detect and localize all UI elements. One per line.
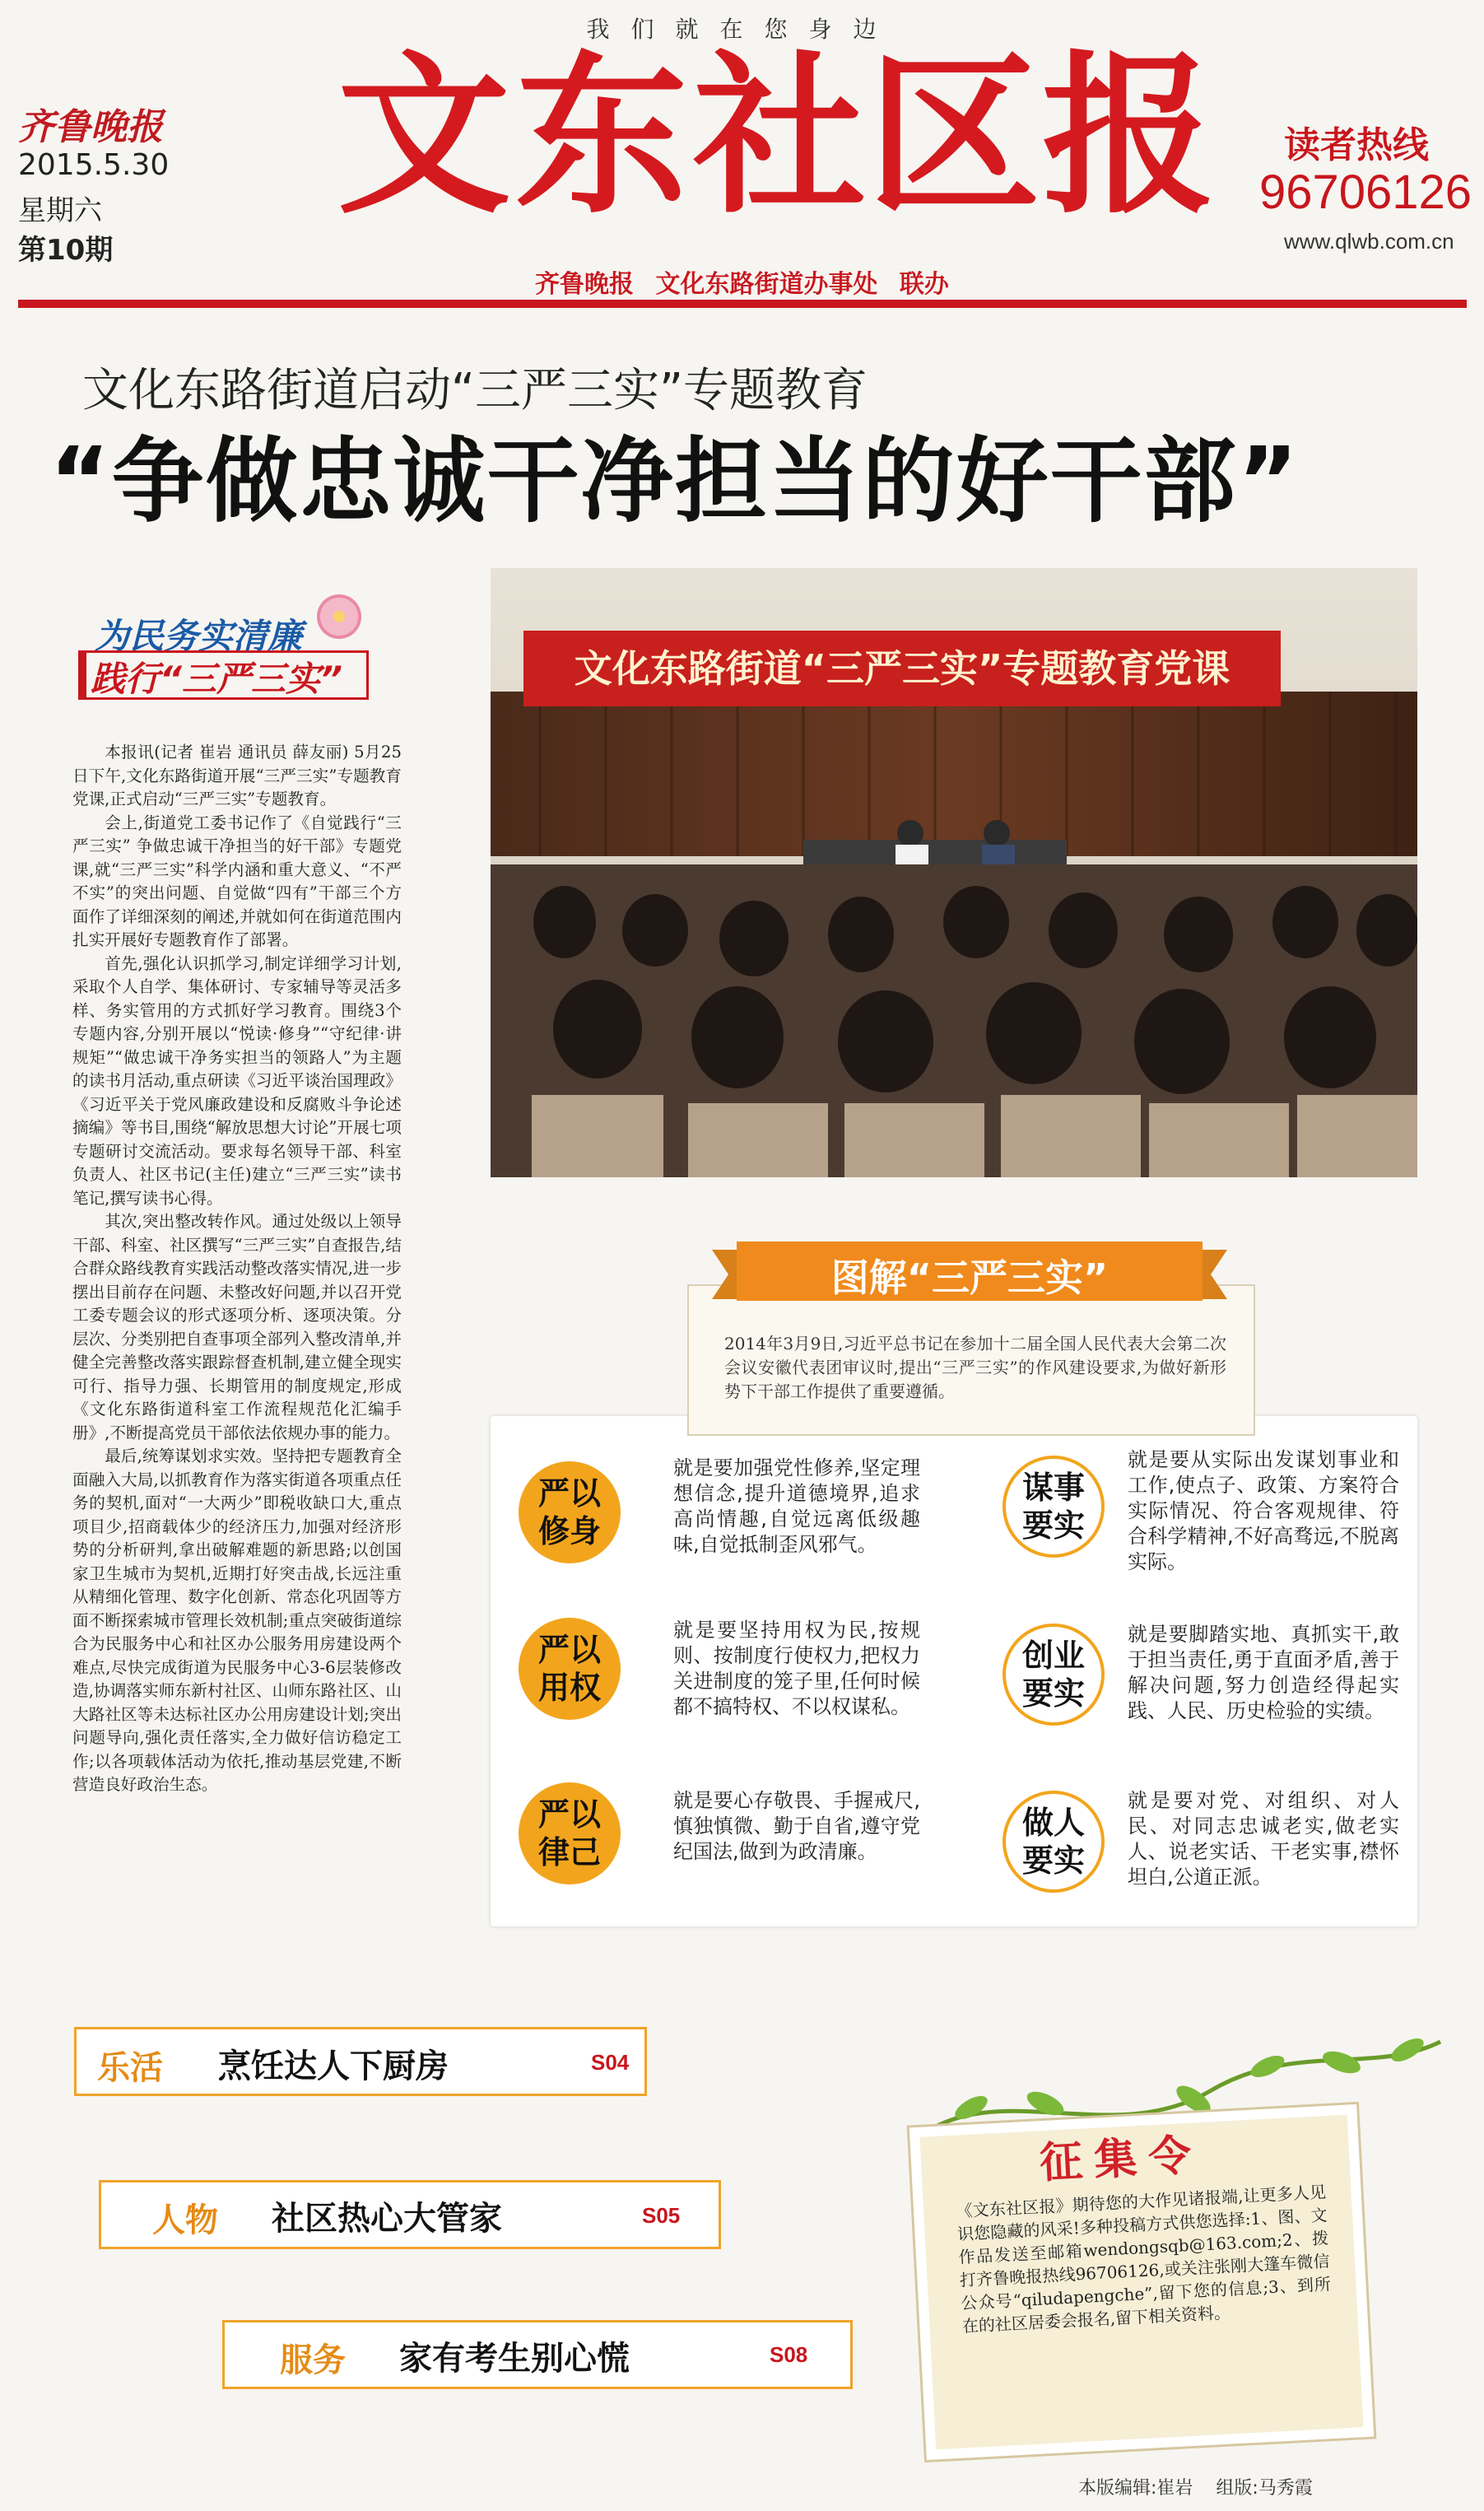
editor-credit: 本版编辑:崔岩: [1078, 2478, 1193, 2499]
article-paragraph: 本报讯(记者 崔岩 通讯员 薛友丽) 5月25日下午,文化东路街道开展“三严三实”专题教育党课,正式启动“三严三实”专题教育。: [72, 743, 402, 808]
article-paragraph: 其次,突出整改转作风。通过处级以上领导干部、科室、社区撰写“三严三实”自查报告,结合群众路线教育实践活动整改落实情况,进一步摆出目前存在问题、未整改好问题,并以召开党工委专题会议的形式逐项分析、逐项决策。分层次、分类别把自查事项全部列入整改清单,并健全完善整改落实跟踪督查机制,建立健全现实可行、指导力强、长期管用的制度规定,形成《文化东路街道科室工作流程规范化汇编手册》,不断提高党员干部依法依规办事的能力。: [72, 1212, 402, 1442]
teaser-page: S04: [591, 2050, 630, 2075]
issue-number: 第10期: [18, 234, 114, 267]
badge-label: 要实: [1021, 1842, 1085, 1879]
teaser-title[interactable]: 烹饪达人下厨房: [218, 2047, 449, 2085]
badge-label: 要实: [1021, 1507, 1085, 1544]
item-desc: 就是要脚踏实地、真抓实干,敢于担当责任,勇于直面矛盾,善于解决问题,努力创造经得起实践、人民、历史检验的实绩。: [1128, 1623, 1399, 1722]
column-badge-line2: 践行“三严三实”: [91, 659, 343, 699]
badge-label: 修身: [537, 1513, 601, 1549]
teaser-page: S08: [770, 2342, 808, 2367]
photo-banner-text: 文化东路街道“三严三实”专题教育党课: [574, 646, 1230, 691]
item-desc: 就是要加强党性修养,坚定理想信念,提升道德境界,追求高尚情趣,自觉远离低级趣味,自觉抵制歪风邪气。: [673, 1456, 920, 1556]
masthead-slogan: 我们就在您身边: [586, 16, 898, 43]
teaser-title[interactable]: 社区热心大管家: [272, 2200, 502, 2238]
badge-zuoren-yaoshi: [1003, 1791, 1105, 1893]
newspaper-title-part-a: 文东: [337, 34, 694, 237]
badge-label: 创业: [1021, 1638, 1085, 1674]
meeting-photo-illustration: [491, 568, 1417, 1177]
teaser-section: 人物: [152, 2201, 218, 2239]
item-desc: 就是要心存敬畏、手握戒尺,慎独慎微、勤于自省,遵守党纪国法,做到为政清廉。: [673, 1789, 920, 1863]
teaser-section: 服务: [280, 2341, 346, 2379]
badge-label: 谋事: [1021, 1470, 1085, 1506]
notice-body: 《文东社区报》期待您的大作见诸报端,让更多人见识您隐藏的风采!多种投稿方式供您选择:1、图、文作品发送至邮箱wendongsqb@163.com;2、拨打齐鲁晚报热线96706126,或关注张刚大篷车微信公众号“qiludapengche”,留下您的信息;3、到所在的社区居委会报名,留下相关资料。: [956, 2182, 1332, 2336]
badge-yanyi-xiushen: [519, 1461, 621, 1563]
badge-chuangye-yaoshi: [1003, 1624, 1105, 1726]
badge-label: 要实: [1021, 1675, 1085, 1712]
teaser-title[interactable]: 家有考生别心慌: [399, 2340, 630, 2378]
notice-title: 征集令: [1038, 2130, 1204, 2189]
article-headline: “争做忠诚干净担当的好干部”: [49, 428, 1300, 535]
meeting-photo: [491, 568, 1417, 1177]
column-badge-line1: 为民务实清廉: [95, 616, 303, 656]
flower-icon: [317, 594, 361, 639]
article-kicker: 文化东路街道启动“三严三实”专题教育: [82, 364, 868, 417]
badge-label: 严以: [537, 1796, 601, 1833]
badge-yanyi-lvji: [519, 1782, 621, 1884]
sponsors-line: 齐鲁晚报 文化东路街道办事处 联办: [535, 270, 949, 299]
teaser-page: S05: [642, 2203, 681, 2228]
website-url: www.qlwb.com.cn: [1284, 229, 1454, 254]
item-desc: 就是要坚持用权为民,按规则、按制度行使权力,把权力关进制度的笼子里,任何时候都不搞特权、不以权谋私。: [673, 1619, 920, 1718]
designer-credit: 组版:马秀霞: [1216, 2478, 1313, 2499]
badge-label: 严以: [537, 1475, 601, 1512]
badge-label: 律己: [537, 1834, 601, 1870]
newspaper-title: [337, 34, 1217, 237]
infographic-title: 图解“三严三实”: [830, 1256, 1109, 1300]
badge-label: 做人: [1021, 1805, 1085, 1841]
issue-weekday: 星期六: [18, 194, 102, 227]
badge-label: 用权: [537, 1670, 601, 1706]
article-paragraph: 最后,统筹谋划求实效。坚持把专题教育全面融入大局,以抓教育作为落实街道各项重点任务的契机,面对“一大两少”即税收缺口大,重点项目少,招商载体少的经济压力,加强对经济形势的分析研判,拿出破解难题的新思路;以创国家卫生城市为契机,近期打好突击战,长远注重从精细化管理、数字化创新、常态化巩固等方面不断探索城市管理长效机制;重点突破街道综合为民服务中心和社区办公服务用房建设两个难点,尽快完成街道为民服务中心3-6层装修改造,协调落实师东新村社区、山师东路社区、山大路社区等未达标社区办公用房建设计划;突出问题导向,强化责任落实,全力做好信访稳定工作;以各项载体活动为依托,推动基层党建,不断营造良好政治生态。: [72, 1447, 402, 1794]
article-body: [72, 741, 402, 1797]
item-desc: 就是要对党、对组织、对人民、对同志忠诚老实,做老实人、说老实话、干老实事,襟怀坦白,公道正派。: [1128, 1789, 1399, 1889]
teaser-section: 乐活: [97, 2049, 163, 2087]
infographic-intro: 2014年3月9日,习近平总书记在参加十二届全国人民代表大会第二次会议安徽代表团审议时,提出“三严三实”的作风建设要求,为做好新形势下干部工作提供了重要遵循。: [724, 1334, 1226, 1401]
masthead-divider: [18, 300, 1467, 308]
article-paragraph: 首先,强化认识抓学习,制定详细学习计划,采取个人自学、集体研讨、专家辅导等灵活多样、务实管用的方式抓好学习教育。围绕3个专题内容,分别开展以“悦读·修身”“守纪律·讲规矩”“做忠诚干净务实担当的领路人”为主题的读书月活动,重点研读《习近平谈治国理政》《习近平关于党风廉政建设和反腐败斗争论述摘编》等书目,围绕“解放思想大讨论”开展七项专题研讨交流活动。要求每名领导干部、科室负责人、社区书记(主任)建立“三严三实”读书笔记,撰写读书心得。: [72, 953, 402, 1208]
brand-logo: 齐鲁晚报: [18, 106, 163, 148]
hotline-number: 96706126: [1259, 165, 1472, 219]
badge-moushi-yaoshi: [1003, 1456, 1105, 1558]
newspaper-title-part-b: 社区报: [693, 35, 1217, 237]
item-desc: 就是要从实际出发谋划事业和工作,使点子、政策、方案符合实际情况、符合客观规律、符合科学精神,不好高骛远,不脱离实际。: [1128, 1448, 1399, 1573]
page-credits: [1078, 2474, 1313, 2499]
badge-label: 严以: [537, 1632, 601, 1668]
badge-yanyi-yongquan: [519, 1618, 621, 1720]
issue-date: 2015.5.30: [18, 148, 170, 182]
hotline-label: 读者热线: [1284, 124, 1429, 166]
article-paragraph: 会上,街道党工委书记作了《自觉践行“三严三实” 争做忠诚干净担当的好干部》专题党课,就“三严三实”科学内涵和重大意义、“不严不实”的突出问题、自觉做“四有”干部三个方面作了详细深刻的阐述,并就如何在街道范围内扎实开展好专题教育作了部署。: [72, 813, 402, 949]
